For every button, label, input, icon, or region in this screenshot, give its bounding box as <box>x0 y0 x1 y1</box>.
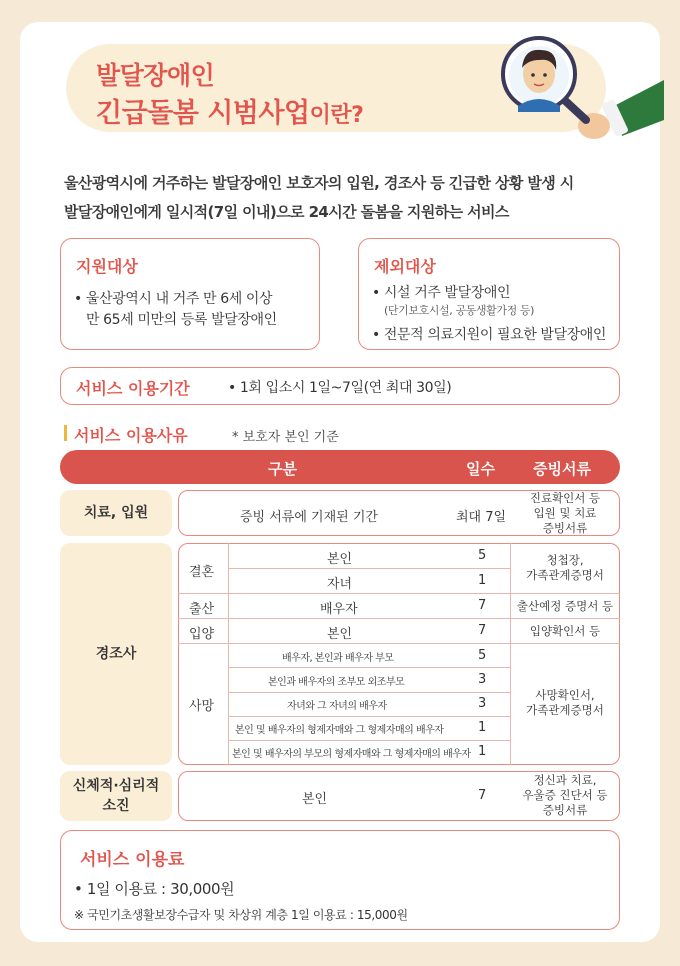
excluded-item2: • 전문적 의료지원이 필요한 발달장애인 <box>372 327 607 343</box>
section-accent-bar <box>64 425 67 441</box>
burnout-docs: 정신과 치료, 우울증 진단서 등 증빙서류 <box>522 773 608 817</box>
birth-days: 7 <box>478 598 487 613</box>
adoption-who: 본인 <box>327 627 353 642</box>
death-days-5: 1 <box>478 744 487 759</box>
death-days-3: 3 <box>478 696 487 711</box>
col-docs: 증빙서류 <box>533 460 591 478</box>
death-relation-2: 본인과 배우자의 조부모 외조부모 <box>268 677 405 688</box>
birth-who: 배우자 <box>320 602 358 617</box>
burnout-who: 본인 <box>302 792 328 807</box>
intro-line2: 발달장애인에게 일시적(7일 이내)으로 24시간 돌봄을 지원하는 서비스 <box>64 203 509 221</box>
page-title-line2: 긴급돌봄 시범사업이란? <box>96 98 364 129</box>
excluded-item1: • 시설 거주 발달장애인 <box>372 285 511 301</box>
death-relation-5: 본인 및 배우자의 부모의 형제자매와 그 형제자매의 배우자 <box>232 749 471 760</box>
death-relation-3: 자녀와 그 자녀의 배우자 <box>287 701 387 712</box>
eligible-line2: 만 65세 미만의 등록 발달장애인 <box>86 312 277 328</box>
adoption-docs: 입양확인서 등 <box>529 624 601 638</box>
magnifier-person-illustration <box>494 28 664 148</box>
death-docs: 사망확인서, 가족관계증명서 <box>526 688 604 717</box>
death-label: 사망 <box>189 699 215 714</box>
birth-label: 출산 <box>189 602 215 617</box>
death-days-1: 5 <box>478 648 487 663</box>
divider <box>228 667 510 668</box>
family-label: 경조사 <box>60 543 172 765</box>
reasons-note: * 보호자 본인 기준 <box>232 430 339 445</box>
intro-line1: 울산광역시에 거주하는 발달장애인 보호자의 입원, 경조사 등 긴급한 상황 발생 시 <box>64 174 574 192</box>
marriage-child: 자녀 <box>327 577 353 592</box>
reasons-heading: 서비스 이용사유 <box>74 426 188 445</box>
treatment-days: 최대 7일 <box>456 510 507 525</box>
treatment-label: 치료, 입원 <box>60 490 172 536</box>
page-title-line1: 발달장애인 <box>96 61 215 90</box>
divider <box>228 692 510 693</box>
death-days-4: 1 <box>478 720 487 735</box>
marriage-self: 본인 <box>327 552 353 567</box>
excluded-item1-sub: (단기보호시설, 공동생활가정 등) <box>384 304 535 317</box>
treatment-docs: 진료확인서 등 입원 및 치료 증빙서류 <box>529 491 601 535</box>
fee-heading: 서비스 이용료 <box>80 850 185 870</box>
marriage-self-days: 5 <box>478 548 487 563</box>
burnout-label: 신체적·심리적 소진 <box>60 771 172 821</box>
death-relation-1: 배우자, 본인과 배우자 부모 <box>282 653 394 664</box>
eligible-heading: 지원대상 <box>76 257 138 276</box>
death-relation-4: 본인 및 배우자의 형제자매와 그 형제자매의 배우자 <box>235 725 444 736</box>
death-days-2: 3 <box>478 672 487 687</box>
fee-note: ※ 국민기초생활보장수급자 및 차상위 계층 1일 이용료 : 15,000원 <box>74 908 408 922</box>
period-heading: 서비스 이용기간 <box>76 379 190 398</box>
divider <box>228 740 510 741</box>
col-category: 구분 <box>268 460 297 478</box>
marriage-docs: 청첩장, 가족관계증명서 <box>526 553 604 582</box>
adoption-days: 7 <box>478 623 487 638</box>
marriage-label: 결혼 <box>189 565 215 580</box>
divider <box>178 618 620 619</box>
divider <box>228 568 510 569</box>
eligible-line1: • 울산광역시 내 거주 만 6세 이상 <box>74 291 273 307</box>
marriage-child-days: 1 <box>478 573 487 588</box>
col-days: 일수 <box>466 460 495 478</box>
divider <box>178 593 620 594</box>
birth-docs: 출산예정 증명서 등 <box>516 599 614 613</box>
treatment-desc: 증빙 서류에 기재된 기간 <box>240 510 378 525</box>
divider <box>228 543 229 765</box>
fee-text: • 1일 이용료 : 30,000원 <box>74 880 235 898</box>
divider <box>228 716 510 717</box>
burnout-days: 7 <box>478 788 487 803</box>
adoption-label: 입양 <box>189 627 215 642</box>
excluded-heading: 제외대상 <box>374 257 436 276</box>
period-text: • 1회 입소시 1일~7일(연 최대 30일) <box>228 380 452 396</box>
divider <box>178 643 620 644</box>
